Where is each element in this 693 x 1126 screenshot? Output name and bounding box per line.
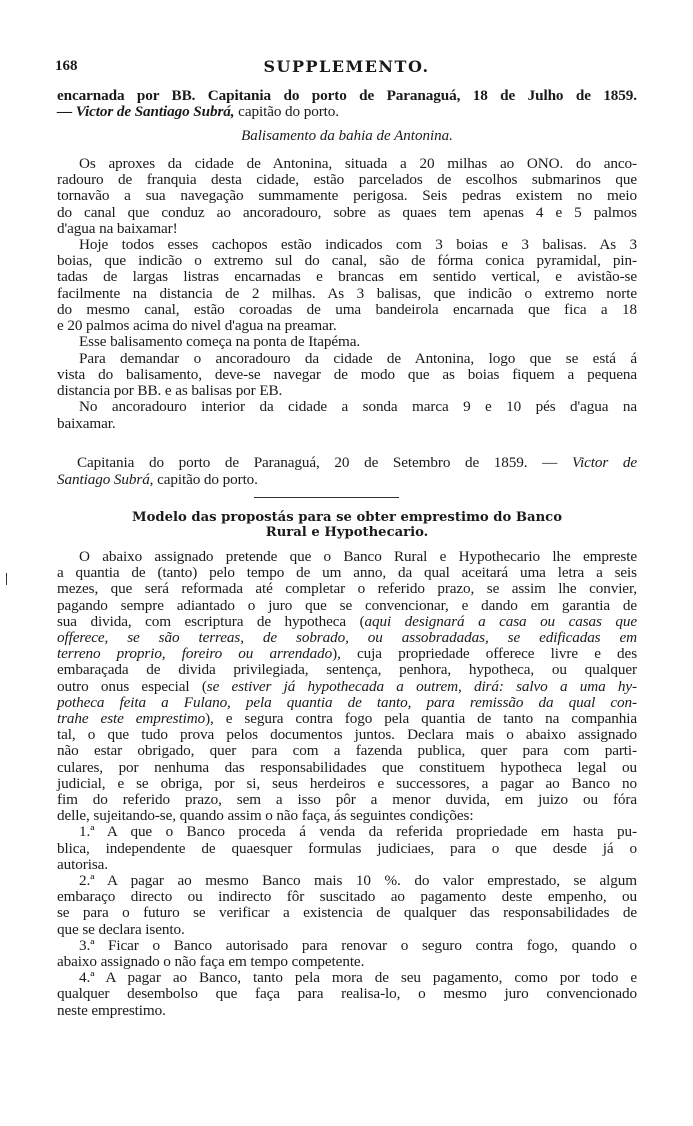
condition-2-line: se para o futuro se verificar a existencia de qualquer das responsabilidades de <box>57 904 637 922</box>
running-title: SUPPLEMENTO. <box>263 57 430 76</box>
intro-line-2 <box>57 103 637 120</box>
text-line: distancia por BB. e as balisas por EB. <box>57 382 283 399</box>
page-number: 168 <box>55 58 78 74</box>
text-line <box>57 807 637 824</box>
italic-run: se estiver já hypothecada a outrem, dirá: salvo a uma hy- <box>206 677 637 695</box>
condition-4-line: qualquer desembolso que faça para realisa-lo, o mesmo juro convencionado <box>57 985 637 1003</box>
text-run: tal, o que tudo prova pelos documentos juntos. Declara mais o abaixo assignado <box>57 726 637 744</box>
signature: — Victor de Santiago Subrá, <box>57 103 235 120</box>
text-line <box>57 629 637 646</box>
text-run: ), cuja propriedade offerece livre e des <box>332 645 638 663</box>
text-run: delle, sujeitando-se, quando assim o não faça, ás seguintes condições: <box>57 807 474 825</box>
text-line: baixamar. <box>57 415 116 432</box>
text-run: judicial, e se obriga, por si, seus herdeiros e successores, a pagar ao Banco no <box>57 774 637 792</box>
text-line <box>57 597 637 614</box>
condition-4-line: neste emprestimo. <box>57 1001 166 1019</box>
signature-role: capitão do porto. <box>234 103 339 120</box>
text-line: do mesmo canal, estão coroadas de uma bandeirola encarnada que fica a 18 <box>57 301 637 318</box>
condition-3-line: 3.ª Ficar o Banco autorisado para renovar o seguro contra fogo, quando o <box>79 936 637 954</box>
condition-2-line: 2.ª A pagar ao mesmo Banco mais 10 %. do valor emprestado, se algum <box>79 872 637 889</box>
text-run: fim do referido prazo, sem a isso pôr a menor duvida, em juizo ou fóra <box>57 791 637 808</box>
text-run: pagando sempre adiantado o juro que se convencionar, e dando em garantia de <box>57 596 637 614</box>
section-2-title-line-1: Modelo das propostás para se obter emprestimo do Banco <box>131 510 563 525</box>
text-line <box>57 726 637 743</box>
text-line <box>57 710 637 727</box>
text-line <box>57 580 637 597</box>
italic-run: aqui designará a casa ou casas que <box>364 612 638 630</box>
text-run: mezes, que será reformada até completar o referido prazo, se assim lhe convier, <box>57 580 637 598</box>
section-2-title-line-2: Rural e Hypothecario. <box>265 525 429 540</box>
text-run: não estar obrigado, quer para com a fazenda publica, quer para com parti- <box>57 742 637 760</box>
section-subtitle: Balisamento da bahia de Antonina. <box>241 128 453 144</box>
text-run: culares, por nenhuma das responsabilidades que constituem hypotheca legal ou <box>57 758 637 776</box>
text-line: tornavão a sua navegação summamente perigosa. Seis pedras existem no meio <box>57 187 637 204</box>
condition-1-line: 1.ª A que o Banco proceda á venda da referida propriedade em hasta pu- <box>79 823 637 841</box>
text-line <box>57 791 637 808</box>
text-line: e 20 palmos acima do nivel d'agua na preamar. <box>57 317 337 334</box>
italic-run: terreno proprio, foreiro ou arrendado <box>57 645 333 663</box>
closing-line-1 <box>57 454 637 471</box>
text-line <box>57 645 637 662</box>
text-run: a quantia de (tanto) pelo tempo de um anno, da qual aceitará uma letra a seis <box>57 564 637 582</box>
section-divider <box>254 497 399 498</box>
text-line: d'agua na baixamar! <box>57 220 178 237</box>
text-line: vista do balisamento, deve-se navegar de modo que as boias fiquem a pequena <box>57 366 637 383</box>
text-run: embaraçada de divida privilegiada, sentença, penhora, hypotheca, ou qualquer <box>57 661 637 679</box>
italic-run: offerece, se são terreas, de sobrado, ou assobradadas, se edificadas em <box>57 629 637 646</box>
condition-4-line: 4.ª A pagar ao Banco, tanto pela mora de seu pagamento, como por todo e <box>79 969 637 987</box>
text-line: Para demandar o ancoradouro da cidade de Antonina, logo que se está á <box>79 350 637 367</box>
text-line <box>57 678 637 695</box>
condition-2-line: que se declara isento. <box>57 920 185 938</box>
margin-mark <box>6 573 7 585</box>
italic-run: potheca feita a Fulano, pela quantia de tanto, para remissão da qual con- <box>57 693 637 711</box>
text-run: outro onus especial ( <box>57 677 207 695</box>
text-line <box>57 742 637 759</box>
closing-line-2 <box>57 471 637 488</box>
text-line: facilmente na distancia de 2 milhas. As 3 balisas, que indicão o extremo norte <box>57 285 637 302</box>
condition-1-line: autorisa. <box>57 855 108 873</box>
text-run: O abaixo assignado pretende que o Banco Rural e Hypothecario lhe empreste <box>79 548 637 565</box>
text-line: tadas de largas listras encarnadas e brancas em sentido vertical, e avistão-se <box>57 268 637 285</box>
text-run: ), e segura contra fogo pela quantia de tanto na companhia <box>205 710 637 727</box>
text-line <box>79 548 637 565</box>
text-line <box>57 613 637 630</box>
text-line: Hoje todos esses cachopos estão indicados com 3 boias e 3 balisas. As 3 <box>79 236 637 253</box>
condition-1-line: blica, independente de quaesquer formulas judiciaes, para o que desde já o <box>57 839 637 857</box>
text-line <box>57 661 637 678</box>
text-line: No ancoradouro interior da cidade a sonda marca 9 e 10 pés d'agua na <box>79 398 637 415</box>
text-line <box>57 564 637 581</box>
text-line: Os aproxes da cidade de Antonina, situada a 20 milhas ao ONO. do anco- <box>79 155 637 172</box>
text-line <box>57 775 637 792</box>
text-line: boias, que indicão o extremo sul do canal, são de fórma conica pyramidal, pin- <box>57 252 637 269</box>
intro-line-1: encarnada por BB. Capitania do porto de Paranaguá, 18 de Julho de 1859. <box>57 87 637 104</box>
condition-2-line: embaraço directo ou indirecto fôr suscitado ao pagamento deste empenho, ou <box>57 888 637 906</box>
italic-run: trahe este emprestimo <box>57 710 206 727</box>
closing-signature: Victor de <box>571 454 637 471</box>
text-line: Esse balisamento começa na ponta de Itapéma. <box>79 333 361 350</box>
condition-3-line: abaixo assignado o não faça em tempo competente. <box>57 953 365 970</box>
text-line: radouro de franquia desta cidade, estão parcelados de escolhos submarinos que <box>57 171 637 188</box>
text-line: do canal que conduz ao ancoradouro, sobre as quaes tem apenas 4 e 5 palmos <box>57 204 637 221</box>
closing-role: capitão do porto. <box>153 471 258 488</box>
closing-signature-2: Santiago Subrá, <box>57 471 154 488</box>
text-run: sua divida, com escriptura de hypotheca ( <box>57 612 365 630</box>
text-line <box>57 759 637 776</box>
text-line <box>57 694 637 711</box>
closing-text: Capitania do porto de Paranaguá, 20 de Setembro de 1859. — <box>77 454 558 471</box>
